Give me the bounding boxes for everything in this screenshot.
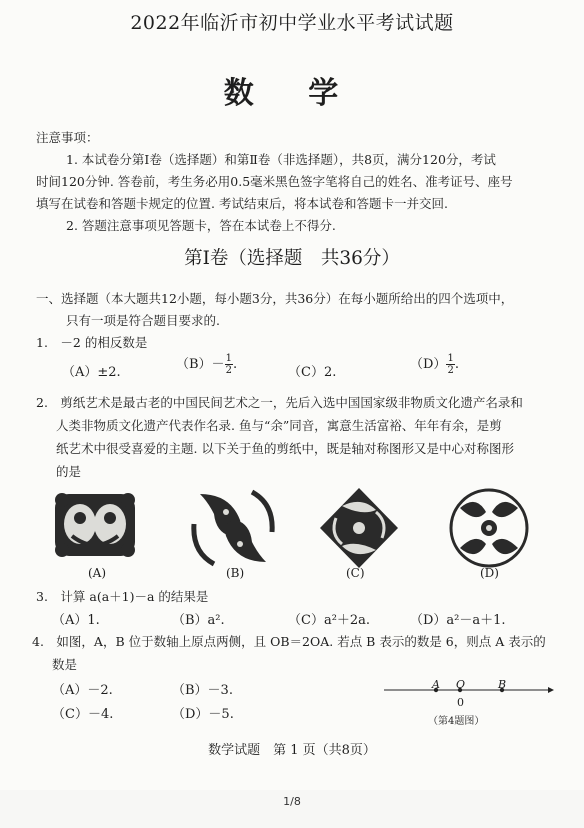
figure-label-d: (D) [480, 566, 499, 580]
q1-option-d [410, 353, 459, 376]
q3-option-d: （D）a²－a＋1. [410, 613, 506, 628]
figure-label-a: (A) [88, 566, 107, 580]
subject-title: 数 学 [223, 76, 361, 111]
figure-label-c: (C) [346, 566, 365, 580]
q3-stem: 3. 计算 a(a＋1)－a 的结果是 [36, 589, 209, 604]
q3-option-a: （A）1. [52, 613, 100, 628]
q1-option-b [176, 353, 237, 376]
point-a-label: A [432, 678, 440, 691]
q4-stem: 4. 如图，A，B 位于数轴上原点两侧，且 OB＝2OA. 若点 B 表示的数是 6，则点 A 表示的 [32, 634, 546, 649]
q2-line: 的是 [56, 464, 82, 479]
fraction [446, 353, 454, 376]
q4-option-a: （A）－2. [52, 683, 113, 698]
q1-option-a: （A）±2. [62, 365, 121, 380]
papercut-figure-c [316, 484, 402, 572]
figure-label-b: (B) [226, 566, 245, 580]
section-title: 第Ⅰ卷（选择题 共36分） [184, 248, 400, 269]
notes-line: 时间120分钟. 答卷前，考生务必用0.5毫米黑色签字笔将自己的姓名、准考证号、座号 [36, 174, 513, 189]
q4-option-d: （D）－5. [172, 707, 234, 722]
part-heading: 一、选择题（本大题共12小题，每小题3分，共36分）在每小题所给出的四个选项中， [36, 291, 514, 306]
q3-option-b: （B）a². [172, 613, 225, 628]
notes-line: 2. 答题注意事项见答题卡，答在本试卷上不得分. [66, 218, 336, 233]
notes-line: 填写在试卷和答题卡规定的位置. 考试结束后，将本试卷和答题卡一并交回. [36, 196, 448, 211]
papercut-figure-a [52, 484, 138, 572]
fraction-denominator: 2 [225, 365, 232, 376]
q2-line: 2. 剪纸艺术是最古老的中国民间艺术之一，先后入选中国国家级非物质文化遗产名录和 [36, 395, 523, 410]
page-footer: 数学试题 第 1 页（共8页） [208, 743, 376, 758]
exam-title: 2022年临沂市初中学业水平考试试题 [130, 12, 454, 34]
notes-line: 1. 本试卷分第Ⅰ卷（选择题）和第Ⅱ卷（非选择题），共8页，满分120分，考试 [66, 152, 496, 167]
q1-stem: 1. －2 的相反数是 [36, 335, 148, 350]
number-line [380, 678, 556, 702]
q4-option-c: （C）－4. [52, 707, 114, 722]
papercut-figure-b [190, 484, 276, 572]
q3-option-c: （C）a²＋2a. [288, 613, 371, 628]
point-o-label: O [456, 678, 466, 691]
page-indicator: 1/8 [283, 795, 301, 808]
figure-caption: （第4题图） [428, 716, 485, 727]
q1-option-b-prefix: （B）－ [176, 357, 225, 372]
papercut-figure-d [446, 484, 532, 572]
q1-option-d-prefix: （D） [410, 357, 447, 372]
fraction-denominator: 2 [447, 365, 454, 376]
fraction [225, 353, 233, 376]
q4-stem-2: 数是 [52, 657, 78, 672]
notes-heading: 注意事项： [36, 130, 99, 145]
point-b-label: B [498, 678, 507, 691]
q1-option-c: （C）2. [288, 365, 337, 380]
q2-line: 人类非物质文化遗产代表作名录. 鱼与“余”同音，寓意生活富裕、年年有余，是剪 [56, 418, 502, 433]
q1-option-b-suffix: . [232, 357, 238, 372]
part-heading-2: 只有一项是符合题目要求的. [66, 313, 220, 328]
origin-zero-label: 0 [457, 696, 464, 709]
fraction-numerator: 1 [447, 353, 454, 364]
q1-option-d-suffix: . [454, 357, 459, 372]
fraction-numerator: 1 [225, 353, 232, 364]
q4-option-b: （B）－3. [172, 683, 233, 698]
q2-line: 纸艺术中很受喜爱的主题. 以下关于鱼的剪纸中，既是轴对称图形又是中心对称图形 [56, 441, 514, 456]
